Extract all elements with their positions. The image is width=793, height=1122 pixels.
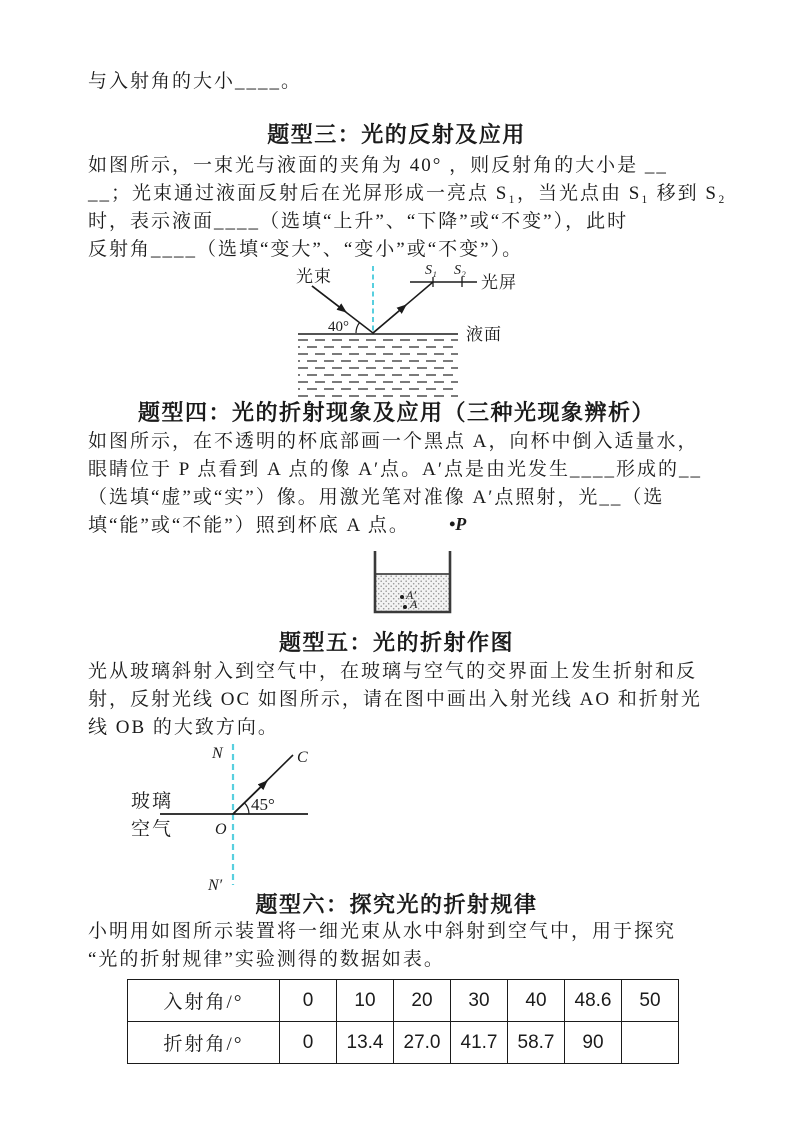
section-4-heading: 题型四：光的折射现象及应用（三种光现象辨析）	[137, 400, 655, 425]
eye-point-p-label: •P	[449, 514, 467, 534]
table-cell: 30	[451, 980, 508, 1022]
table-cell: 20	[394, 980, 451, 1022]
angle-value-label: 45°	[251, 795, 275, 814]
glass-medium-label: 玻璃	[131, 791, 174, 812]
table-cell: 48.6	[565, 980, 622, 1022]
screen-label: 光屏	[481, 273, 517, 292]
text-line: 眼睛位于 P 点看到 A 点的像 A′点。A′点是由光发生____形成的__	[88, 459, 703, 480]
section-6-paragraph	[88, 918, 728, 974]
table-cell: 27.0	[394, 1022, 451, 1064]
ray-end-c-label: C	[297, 749, 308, 766]
angle-value-label: 40°	[328, 319, 349, 335]
table-row-incident	[128, 980, 679, 1022]
image-point-a-prime-dot	[400, 595, 404, 599]
reflection-diagram	[285, 260, 545, 400]
intro-paragraph	[88, 68, 728, 96]
section-5-paragraph	[88, 658, 728, 742]
row-header: 入射角/°	[128, 980, 280, 1022]
text-line: 填“能”或“不能”）照到杯底 A 点。	[88, 515, 410, 536]
text-line: 光从玻璃斜射入到空气中，在玻璃与空气的交界面上发生折射和反	[88, 661, 698, 682]
water-hatching	[298, 340, 458, 396]
text-line: 线 OB 的大致方向。	[88, 717, 279, 738]
table-cell: 40	[508, 980, 565, 1022]
normal-top-label: N	[212, 745, 223, 762]
normal-bottom-label: N′	[208, 877, 223, 894]
section-3-paragraph	[88, 152, 728, 264]
table-cell: 0	[280, 1022, 337, 1064]
text-line: 射，反射光线 OC 如图所示，请在图中画出入射光线 AO 和折射光	[88, 689, 702, 710]
air-medium-label: 空气	[131, 819, 174, 840]
incident-ray-arrow	[312, 286, 346, 312]
table-cell: 90	[565, 1022, 622, 1064]
text-line: 小明用如图所示装置将一细光束从水中斜射到空气中，用于探究	[88, 921, 677, 942]
surface-label: 液面	[466, 325, 502, 344]
section-3-heading: 题型三：光的反射及应用	[267, 122, 526, 147]
row-header: 折射角/°	[128, 1022, 280, 1064]
table-cell: 0	[280, 980, 337, 1022]
section-4-paragraph	[88, 428, 728, 540]
angle-arc	[244, 803, 249, 814]
s2-label: S₂	[454, 263, 466, 278]
cup-diagram	[370, 545, 480, 620]
section-6-heading: 题型六：探究光的折射规律	[255, 892, 538, 917]
table-cell: 13.4	[337, 1022, 394, 1064]
table-cell: 10	[337, 980, 394, 1022]
table-row-refraction	[128, 1022, 679, 1064]
glass-air-diagram	[120, 738, 340, 893]
intro-line: 与入射角的大小____。	[88, 71, 303, 92]
object-point-a-dot	[403, 605, 407, 609]
beam-label: 光束	[296, 267, 332, 286]
table-cell: 58.7	[508, 1022, 565, 1064]
refraction-data-table	[127, 979, 679, 1064]
object-point-a-label: A	[410, 597, 418, 611]
text-line: 反射角____（选填“变大”、“变小”或“不变”）。	[88, 239, 524, 260]
table-cell: 50	[622, 980, 679, 1022]
text-line: 时，表示液面____（选填“上升”、“下降”或“不变”），此时	[88, 211, 629, 232]
image-point-a-prime-label: A′	[406, 588, 416, 602]
table-cell: 41.7	[451, 1022, 508, 1064]
text-line: （选填“虚”或“实”）像。用激光笔对准像 A′点照射，光__（选	[88, 487, 665, 508]
angle-arc	[356, 323, 360, 333]
reflected-ray-arrow	[373, 305, 406, 333]
text-line: 如图所示，一束光与液面的夹角为 40° ，则反射角的大小是 __	[88, 155, 668, 176]
s1-label: S₁	[425, 263, 437, 278]
section-5-heading: 题型五：光的折射作图	[278, 630, 514, 655]
text-line: “光的折射规律”实验测得的数据如表。	[88, 949, 445, 970]
text-line: 如图所示，在不透明的杯底部画一个黑点 A，向杯中倒入适量水，	[88, 431, 699, 452]
origin-point-label: O	[215, 821, 227, 838]
table-cell	[622, 1022, 679, 1064]
text-line: __；光束通过液面反射后在光屏形成一亮点 S₁，当光点由 S₁ 移到 S₂	[88, 183, 727, 204]
